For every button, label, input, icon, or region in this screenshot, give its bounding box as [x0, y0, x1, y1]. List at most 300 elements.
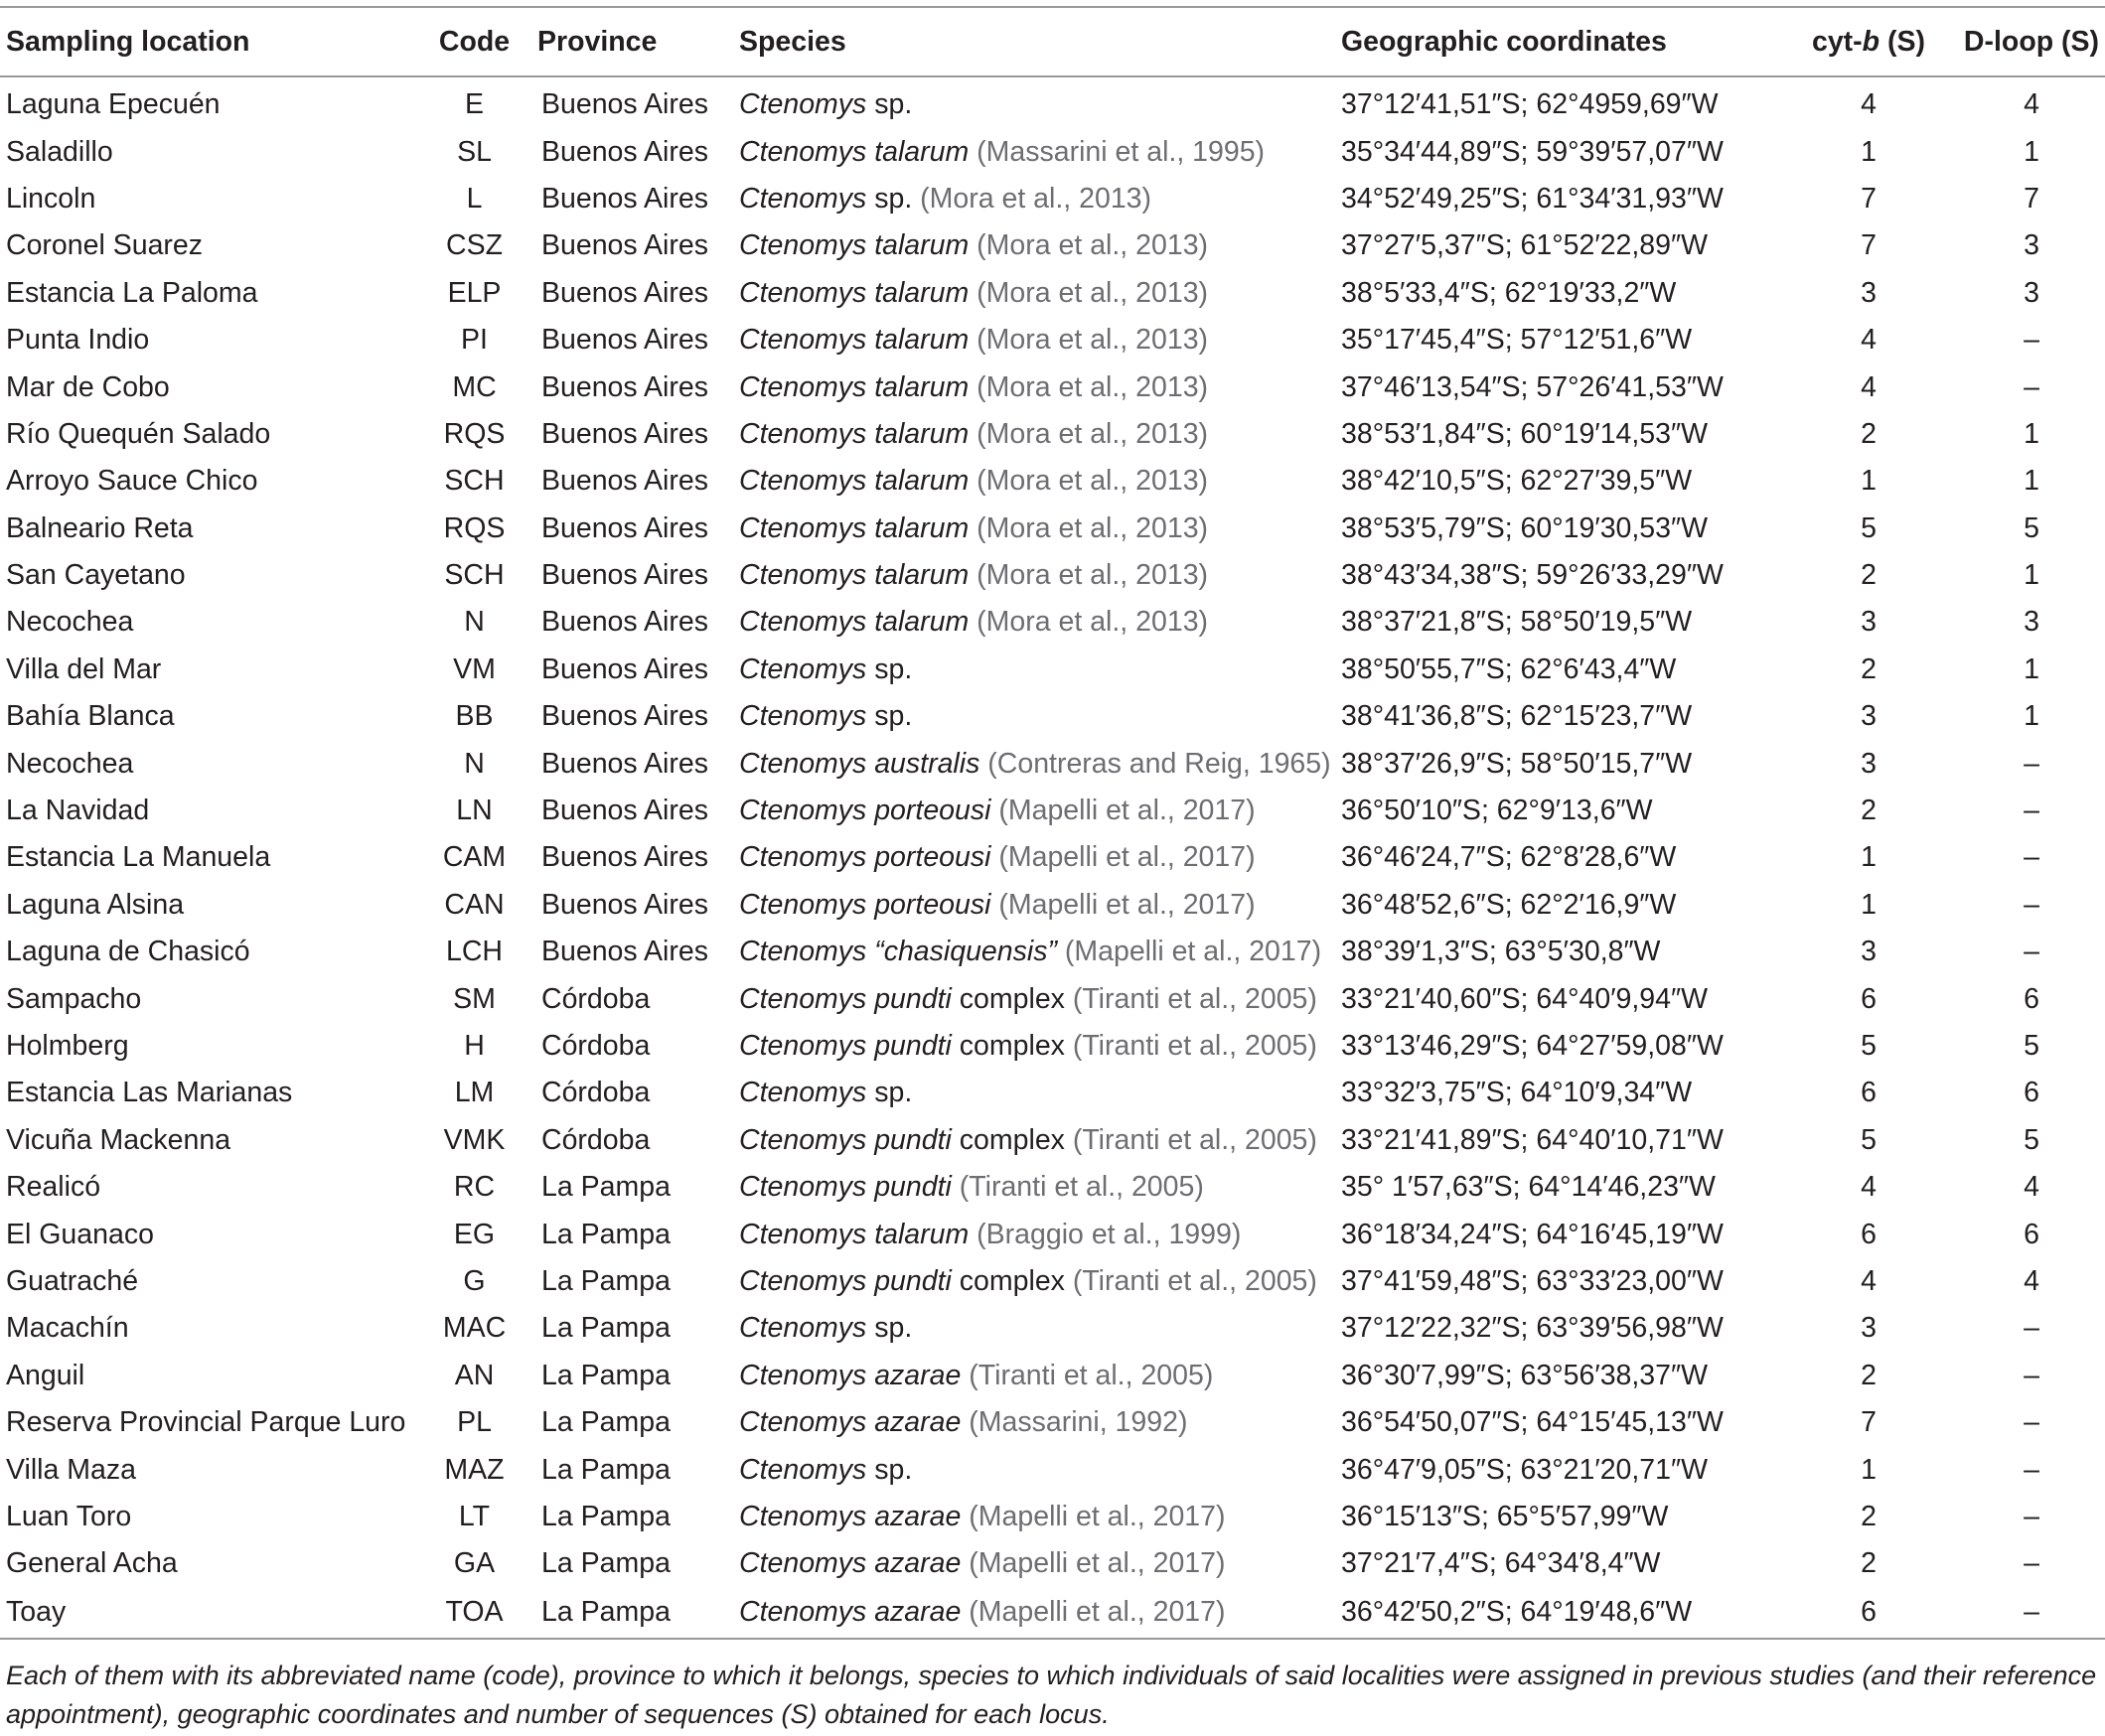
- cell-geographic-coordinates: 38°53′1,84″S; 60°19′14,53″W: [1341, 417, 1708, 450]
- cell-code: LN: [456, 795, 493, 827]
- cell-dloop-count: 1: [2024, 417, 2039, 450]
- cell-dloop-count: 5: [2024, 511, 2039, 544]
- species-name: Ctenomys pundti: [739, 1030, 952, 1062]
- cell-geographic-coordinates: 38°41′36,8″S; 62°15′23,7″W: [1341, 700, 1693, 733]
- cell-dloop-count: –: [1958, 1588, 2105, 1639]
- cell-geographic-coordinates: 36°18′34,24″S; 64°16′45,19″W: [1341, 1218, 1724, 1250]
- species-name: Ctenomys australis: [739, 747, 980, 780]
- cell-province: Buenos Aires: [541, 417, 708, 450]
- cell-province: La Pampa: [541, 1359, 671, 1391]
- header-species: Species: [733, 7, 1335, 76]
- cell-species: [733, 458, 1335, 505]
- cell-dloop-count: –: [2024, 888, 2039, 921]
- cell-code: N: [464, 747, 485, 780]
- species-name: Ctenomys talarum: [739, 417, 970, 450]
- cell-species: [733, 411, 1335, 458]
- header-cytb-italic: b: [1862, 25, 1880, 58]
- cell-cytb-count: 5: [1861, 1123, 1877, 1156]
- cell-sampling-location: Vicuña Mackenna: [6, 1123, 231, 1156]
- header-cytb: [1779, 7, 1958, 76]
- cell-province: La Pampa: [541, 1406, 671, 1439]
- cell-species: [733, 317, 1335, 363]
- cell-province: Buenos Aires: [541, 936, 708, 968]
- species-reference: (Mora et al., 2013): [977, 559, 1209, 592]
- cell-sampling-location: Villa Maza: [6, 1453, 136, 1486]
- cell-species: [733, 693, 1335, 740]
- table-row: [0, 1117, 2105, 1164]
- cell-sampling-location: San Cayetano: [6, 559, 186, 592]
- cell-sampling-location: Holmberg: [6, 1030, 129, 1062]
- species-name: Ctenomys azarae: [739, 1596, 962, 1628]
- cell-sampling-location: Arroyo Sauce Chico: [6, 465, 258, 498]
- cell-dloop-count: 3: [2024, 606, 2039, 639]
- species-name: Ctenomys pundti: [739, 1264, 952, 1297]
- cell-species: [733, 929, 1335, 975]
- cell-dloop-count: 4: [2024, 88, 2039, 121]
- species-reference: (Tiranti et al., 2005): [959, 1171, 1204, 1204]
- cell-code: AN: [454, 1359, 495, 1391]
- cell-sampling-location: Necochea: [6, 747, 134, 780]
- species-reference: (Mora et al., 2013): [977, 511, 1209, 544]
- species-qualifier: sp.: [866, 700, 913, 733]
- cell-dloop-count: 1: [2024, 559, 2039, 592]
- cell-code: CSZ: [446, 229, 503, 262]
- species-name: Ctenomys talarum: [739, 135, 970, 168]
- table-row: [0, 1211, 2105, 1257]
- cell-code: SCH: [444, 465, 505, 498]
- species-name: Ctenomys talarum: [739, 465, 970, 498]
- cell-species: [733, 975, 1335, 1022]
- table-row: [0, 222, 2105, 269]
- species-name: Ctenomys azarae: [739, 1359, 962, 1391]
- table-row: [0, 1305, 2105, 1352]
- cell-province: Buenos Aires: [541, 324, 708, 357]
- cell-dloop-count: 3: [2024, 229, 2039, 262]
- species-reference: (Tiranti et al., 2005): [1072, 982, 1317, 1015]
- cell-cytb-count: 7: [1861, 229, 1877, 262]
- cell-species: [733, 1305, 1335, 1352]
- header-cytb-suffix: (S): [1879, 25, 1926, 58]
- cell-dloop-count: 3: [2024, 276, 2039, 309]
- cell-sampling-location: Laguna de Chasicó: [6, 936, 250, 968]
- species-reference: (Contreras and Reig, 1965): [987, 747, 1331, 780]
- table-row: [0, 363, 2105, 410]
- cell-sampling-location: Luan Toro: [6, 1500, 132, 1532]
- species-name: Ctenomys porteousi: [739, 795, 991, 827]
- cell-code: SM: [453, 982, 496, 1015]
- cell-sampling-location: Lincoln: [6, 182, 96, 215]
- cell-cytb-count: 3: [1861, 1312, 1877, 1345]
- cell-dloop-count: 7: [2024, 182, 2039, 215]
- cell-province: La Pampa: [541, 1171, 671, 1204]
- cell-geographic-coordinates: 36°50′10″S; 62°9′13,6″W: [1341, 795, 1653, 827]
- species-name: Ctenomys talarum: [739, 276, 970, 309]
- cell-dloop-count: –: [2024, 1453, 2039, 1486]
- species-reference: (Mapelli et al., 2017): [969, 1547, 1226, 1580]
- cell-species: [733, 1540, 1335, 1587]
- species-reference: (Mapelli et al., 2017): [998, 841, 1256, 874]
- table-row: [0, 834, 2105, 881]
- cell-geographic-coordinates: 37°27′5,37″S; 61°52′22,89″W: [1341, 229, 1708, 262]
- table-row: [0, 882, 2105, 929]
- cell-sampling-location: Reserva Provincial Parque Luro: [6, 1406, 406, 1439]
- table-row: [0, 788, 2105, 834]
- cell-sampling-location: Necochea: [6, 606, 134, 639]
- species-qualifier: complex: [951, 1264, 1065, 1297]
- cell-species: [733, 1070, 1335, 1116]
- cell-species: [733, 176, 1335, 222]
- cell-geographic-coordinates: 35° 1′57,63″S; 64°14′46,23″W: [1341, 1171, 1716, 1204]
- cell-dloop-count: –: [2024, 1500, 2039, 1532]
- cell-sampling-location: Bahía Blanca: [6, 700, 175, 733]
- species-reference: (Mapelli et al., 2017): [969, 1596, 1226, 1628]
- cell-cytb-count: 2: [1861, 417, 1877, 450]
- cell-province: Buenos Aires: [541, 559, 708, 592]
- cell-province: Córdoba: [541, 1030, 651, 1062]
- cell-sampling-location: La Navidad: [6, 795, 150, 827]
- cell-code: LCH: [445, 936, 503, 968]
- cell-cytb-count: 1: [1861, 1453, 1877, 1486]
- cell-dloop-count: 1: [2024, 465, 2039, 498]
- species-name: Ctenomys: [739, 88, 867, 121]
- cell-province: Buenos Aires: [541, 795, 708, 827]
- cell-species: [733, 1258, 1335, 1305]
- table-header: [0, 7, 2105, 76]
- cell-code: E: [464, 88, 484, 121]
- species-qualifier: sp.: [866, 88, 913, 121]
- species-reference: (Mora et al., 2013): [977, 606, 1209, 639]
- species-name: Ctenomys pundti: [739, 982, 952, 1015]
- cell-cytb-count: 2: [1861, 1500, 1877, 1532]
- cell-cytb-count: 6: [1861, 1218, 1877, 1250]
- species-name: Ctenomys porteousi: [739, 888, 991, 921]
- species-reference: (Mora et al., 2013): [977, 417, 1209, 450]
- sampling-locations-table: [0, 6, 2105, 1640]
- species-reference: (Mapelli et al., 2017): [969, 1500, 1226, 1532]
- cell-dloop-count: 1: [2024, 652, 2039, 685]
- cell-province: Buenos Aires: [541, 652, 708, 685]
- cell-province: Buenos Aires: [541, 700, 708, 733]
- cell-code: SCH: [444, 559, 505, 592]
- species-reference: (Mora et al., 2013): [977, 370, 1209, 403]
- cell-cytb-count: 4: [1861, 1171, 1877, 1204]
- cell-dloop-count: 1: [2024, 700, 2039, 733]
- species-name: Ctenomys talarum: [739, 511, 970, 544]
- species-name: Ctenomys talarum: [739, 324, 970, 357]
- cell-cytb-count: 4: [1861, 324, 1877, 357]
- cell-geographic-coordinates: 36°48′52,6″S; 62°2′16,9″W: [1341, 888, 1677, 921]
- cell-code: N: [464, 606, 485, 639]
- species-name: Ctenomys talarum: [739, 559, 970, 592]
- cell-province: Buenos Aires: [541, 465, 708, 498]
- species-name: Ctenomys pundti: [739, 1171, 952, 1204]
- cell-cytb-count: 1: [1861, 841, 1877, 874]
- cell-cytb-count: 4: [1861, 370, 1877, 403]
- cell-geographic-coordinates: 37°21′7,4″S; 64°34′8,4″W: [1341, 1547, 1661, 1580]
- cell-sampling-location: Laguna Epecuén: [6, 88, 221, 121]
- cell-code: RQS: [443, 417, 506, 450]
- species-reference: (Tiranti et al., 2005): [1072, 1264, 1317, 1297]
- cell-code: MAC: [442, 1312, 507, 1345]
- species-name: Ctenomys: [739, 1312, 867, 1345]
- cell-sampling-location: Laguna Alsina: [6, 888, 185, 921]
- cell-sampling-location: Saladillo: [6, 135, 113, 168]
- header-dloop: D-loop (S): [1958, 7, 2105, 76]
- cell-sampling-location: Sampacho: [6, 982, 142, 1015]
- species-qualifier: sp.: [866, 1453, 913, 1486]
- species-name: Ctenomys: [739, 1453, 867, 1486]
- cell-sampling-location: Realicó: [6, 1171, 101, 1204]
- species-reference: (Mora et al., 2013): [977, 324, 1209, 357]
- cell-geographic-coordinates: 36°15′13″S; 65°5′57,99″W: [1341, 1500, 1669, 1532]
- cell-cytb-count: 2: [1861, 1547, 1877, 1580]
- table-row: [0, 740, 2105, 787]
- species-name: Ctenomys talarum: [739, 606, 970, 639]
- header-row: [0, 7, 2105, 76]
- cell-code: G: [463, 1264, 486, 1297]
- cell-geographic-coordinates: 38°42′10,5″S; 62°27′39,5″W: [1341, 465, 1693, 498]
- cell-dloop-count: 5: [2024, 1123, 2039, 1156]
- cell-species: [733, 788, 1335, 834]
- cell-geographic-coordinates: 36°46′24,7″S; 62°8′28,6″W: [1341, 841, 1677, 874]
- species-qualifier: complex: [951, 982, 1065, 1015]
- cell-geographic-coordinates: 38°39′1,3″S; 63°5′30,8″W: [1341, 936, 1661, 968]
- table-row: [0, 1258, 2105, 1305]
- cell-dloop-count: 4: [2024, 1264, 2039, 1297]
- cell-sampling-location: Macachín: [6, 1312, 129, 1345]
- cell-geographic-coordinates: 35°17′45,4″S; 57°12′51,6″W: [1341, 324, 1693, 357]
- species-name: Ctenomys: [739, 1077, 867, 1109]
- species-name: Ctenomys: [739, 182, 867, 215]
- table-row: [0, 552, 2105, 599]
- species-name: Ctenomys pundti: [739, 1123, 952, 1156]
- cell-code: PL: [457, 1406, 492, 1439]
- cell-geographic-coordinates: 38°37′26,9″S; 58°50′15,7″W: [1341, 747, 1693, 780]
- cell-species: [733, 834, 1335, 881]
- cell-code: CAN: [444, 888, 505, 921]
- header-cytb-prefix: cyt-: [1811, 25, 1863, 58]
- table-row: [0, 270, 2105, 317]
- table-row: [0, 599, 2105, 646]
- cell-cytb-count: 2: [1861, 795, 1877, 827]
- cell-geographic-coordinates: 33°13′46,29″S; 64°27′59,08″W: [1341, 1030, 1724, 1062]
- table-body: [0, 76, 2105, 1639]
- cell-code: MAZ: [444, 1453, 505, 1486]
- cell-cytb-count: 1: [1861, 465, 1877, 498]
- cell-code: SL: [457, 135, 492, 168]
- cell-species: [733, 1588, 1335, 1639]
- cell-cytb-count: 5: [1861, 1030, 1877, 1062]
- cell-cytb-count: 3: [1861, 606, 1877, 639]
- cell-geographic-coordinates: 36°30′7,99″S; 63°56′38,37″W: [1341, 1359, 1708, 1391]
- cell-province: Buenos Aires: [541, 135, 708, 168]
- species-name: Ctenomys azarae: [739, 1500, 962, 1532]
- cell-cytb-count: 3: [1861, 747, 1877, 780]
- cell-code: LM: [454, 1077, 495, 1109]
- cell-province: Buenos Aires: [541, 606, 708, 639]
- cell-species: [733, 1211, 1335, 1257]
- cell-province: Córdoba: [541, 1077, 651, 1109]
- cell-code: ELP: [447, 276, 502, 309]
- cell-geographic-coordinates: 36°54′50,07″S; 64°15′45,13″W: [1341, 1406, 1724, 1439]
- cell-species: [733, 270, 1335, 317]
- cell-cytb-count: 2: [1861, 652, 1877, 685]
- cell-dloop-count: –: [2024, 795, 2039, 827]
- table-row: [0, 1494, 2105, 1540]
- species-name: Ctenomys porteousi: [739, 841, 991, 874]
- header-province: Province: [531, 7, 733, 76]
- cell-cytb-count: 6: [1779, 1588, 1958, 1639]
- cell-cytb-count: 7: [1861, 182, 1877, 215]
- cell-geographic-coordinates: 35°34′44,89″S; 59°39′57,07″W: [1341, 135, 1724, 168]
- cell-dloop-count: –: [2024, 1312, 2039, 1345]
- cell-species: [733, 740, 1335, 787]
- cell-sampling-location: Toay: [0, 1588, 417, 1639]
- cell-geographic-coordinates: 37°12′22,32″S; 63°39′56,98″W: [1341, 1312, 1724, 1345]
- cell-species: [733, 647, 1335, 693]
- species-reference: (Massarini et al., 1995): [977, 135, 1266, 168]
- cell-geographic-coordinates: 33°32′3,75″S; 64°10′9,34″W: [1341, 1077, 1693, 1109]
- cell-cytb-count: 3: [1861, 936, 1877, 968]
- cell-species: [733, 363, 1335, 410]
- cell-sampling-location: Estancia La Paloma: [6, 276, 258, 309]
- cell-code: VMK: [443, 1123, 506, 1156]
- cell-cytb-count: 3: [1861, 700, 1877, 733]
- cell-cytb-count: 5: [1861, 511, 1877, 544]
- table-row: [0, 929, 2105, 975]
- cell-code: LT: [458, 1500, 491, 1532]
- species-reference: (Braggio et al., 1999): [977, 1218, 1242, 1250]
- cell-code: H: [464, 1030, 485, 1062]
- table-row: [0, 1023, 2105, 1070]
- cell-cytb-count: 6: [1861, 1077, 1877, 1109]
- cell-sampling-location: Balneario Reta: [6, 511, 194, 544]
- cell-species: [733, 1494, 1335, 1540]
- cell-species: [733, 552, 1335, 599]
- cell-geographic-coordinates: 37°12′41,51″S; 62°4959,69″W: [1341, 88, 1719, 121]
- cell-province: La Pampa: [541, 1453, 671, 1486]
- cell-code: CAM: [442, 841, 507, 874]
- cell-species: [733, 222, 1335, 269]
- cell-geographic-coordinates: 36°42′50,2″S; 64°19′48,6″W: [1335, 1588, 1779, 1639]
- cell-dloop-count: 6: [2024, 1218, 2039, 1250]
- cell-sampling-location: General Acha: [6, 1547, 178, 1580]
- cell-species: [733, 1399, 1335, 1446]
- cell-geographic-coordinates: 38°43′34,38″S; 59°26′33,29″W: [1341, 559, 1724, 592]
- species-reference: (Mora et al., 2013): [977, 465, 1209, 498]
- cell-species: [733, 882, 1335, 929]
- cell-province: La Pampa: [531, 1588, 733, 1639]
- cell-province: La Pampa: [541, 1312, 671, 1345]
- cell-dloop-count: 4: [2024, 1171, 2039, 1204]
- table-row: [0, 411, 2105, 458]
- cell-province: Buenos Aires: [541, 841, 708, 874]
- cell-code: PI: [461, 324, 488, 357]
- table-row: [0, 1070, 2105, 1116]
- cell-cytb-count: 1: [1861, 888, 1877, 921]
- cell-species: [733, 506, 1335, 552]
- table-row: [0, 975, 2105, 1022]
- species-qualifier: sp.: [866, 182, 913, 215]
- cell-dloop-count: 1: [2024, 135, 2039, 168]
- species-qualifier: sp.: [866, 1312, 913, 1345]
- table-row: [0, 317, 2105, 363]
- cell-sampling-location: El Guanaco: [6, 1218, 154, 1250]
- species-reference: (Mapelli et al., 2017): [998, 888, 1256, 921]
- cell-code: EG: [453, 1218, 496, 1250]
- cell-cytb-count: 7: [1861, 1406, 1877, 1439]
- cell-province: Buenos Aires: [541, 229, 708, 262]
- header-code: Code: [417, 7, 531, 76]
- table-row: [0, 1540, 2105, 1587]
- cell-province: Córdoba: [541, 982, 651, 1015]
- cell-cytb-count: 1: [1861, 135, 1877, 168]
- cell-sampling-location: Anguil: [6, 1359, 85, 1391]
- cell-dloop-count: –: [2024, 841, 2039, 874]
- cell-code: BB: [455, 700, 494, 733]
- cell-code: VM: [453, 652, 496, 685]
- cell-sampling-location: Estancia Las Marianas: [6, 1077, 293, 1109]
- species-qualifier: sp.: [866, 1077, 913, 1109]
- species-reference: (Mora et al., 2013): [920, 182, 1152, 215]
- cell-geographic-coordinates: 38°37′21,8″S; 58°50′19,5″W: [1341, 606, 1693, 639]
- cell-species: [733, 1117, 1335, 1164]
- cell-geographic-coordinates: 34°52′49,25″S; 61°34′31,93″W: [1341, 182, 1724, 215]
- cell-province: Buenos Aires: [541, 88, 708, 121]
- table-row: [0, 458, 2105, 505]
- cell-province: Buenos Aires: [541, 888, 708, 921]
- cell-species: [733, 1353, 1335, 1399]
- cell-sampling-location: Mar de Cobo: [6, 370, 170, 403]
- cell-dloop-count: –: [2024, 1547, 2039, 1580]
- cell-province: Buenos Aires: [541, 747, 708, 780]
- cell-province: Buenos Aires: [541, 276, 708, 309]
- cell-dloop-count: –: [2024, 1406, 2039, 1439]
- cell-cytb-count: 3: [1861, 276, 1877, 309]
- cell-sampling-location: Guatraché: [6, 1264, 139, 1297]
- table-row: [0, 1164, 2105, 1211]
- species-qualifier: complex: [951, 1123, 1065, 1156]
- cell-sampling-location: Río Quequén Salado: [6, 417, 271, 450]
- cell-code: L: [466, 182, 483, 215]
- species-reference: (Mora et al., 2013): [977, 276, 1209, 309]
- species-name: Ctenomys talarum: [739, 370, 970, 403]
- species-qualifier: sp.: [866, 652, 913, 685]
- cell-species: [733, 76, 1335, 128]
- table-row: [0, 647, 2105, 693]
- species-name: Ctenomys azarae: [739, 1547, 962, 1580]
- species-name: Ctenomys: [739, 652, 867, 685]
- species-reference: (Tiranti et al., 2005): [1072, 1123, 1317, 1156]
- cell-species: [733, 128, 1335, 175]
- table-row: [0, 76, 2105, 128]
- species-name: Ctenomys azarae: [739, 1406, 962, 1439]
- cell-geographic-coordinates: 38°50′55,7″S; 62°6′43,4″W: [1341, 652, 1677, 685]
- table-row: [0, 1399, 2105, 1446]
- cell-dloop-count: 6: [2024, 1077, 2039, 1109]
- cell-dloop-count: –: [2024, 324, 2039, 357]
- species-name: Ctenomys talarum: [739, 229, 970, 262]
- cell-province: La Pampa: [541, 1264, 671, 1297]
- cell-dloop-count: 5: [2024, 1030, 2039, 1062]
- cell-dloop-count: –: [2024, 936, 2039, 968]
- header-geographic-coordinates: Geographic coordinates: [1335, 7, 1779, 76]
- cell-species: [733, 1023, 1335, 1070]
- species-name: Ctenomys: [739, 700, 867, 733]
- cell-dloop-count: –: [2024, 1359, 2039, 1391]
- table-row: [0, 1446, 2105, 1493]
- species-reference: (Massarini, 1992): [969, 1406, 1188, 1439]
